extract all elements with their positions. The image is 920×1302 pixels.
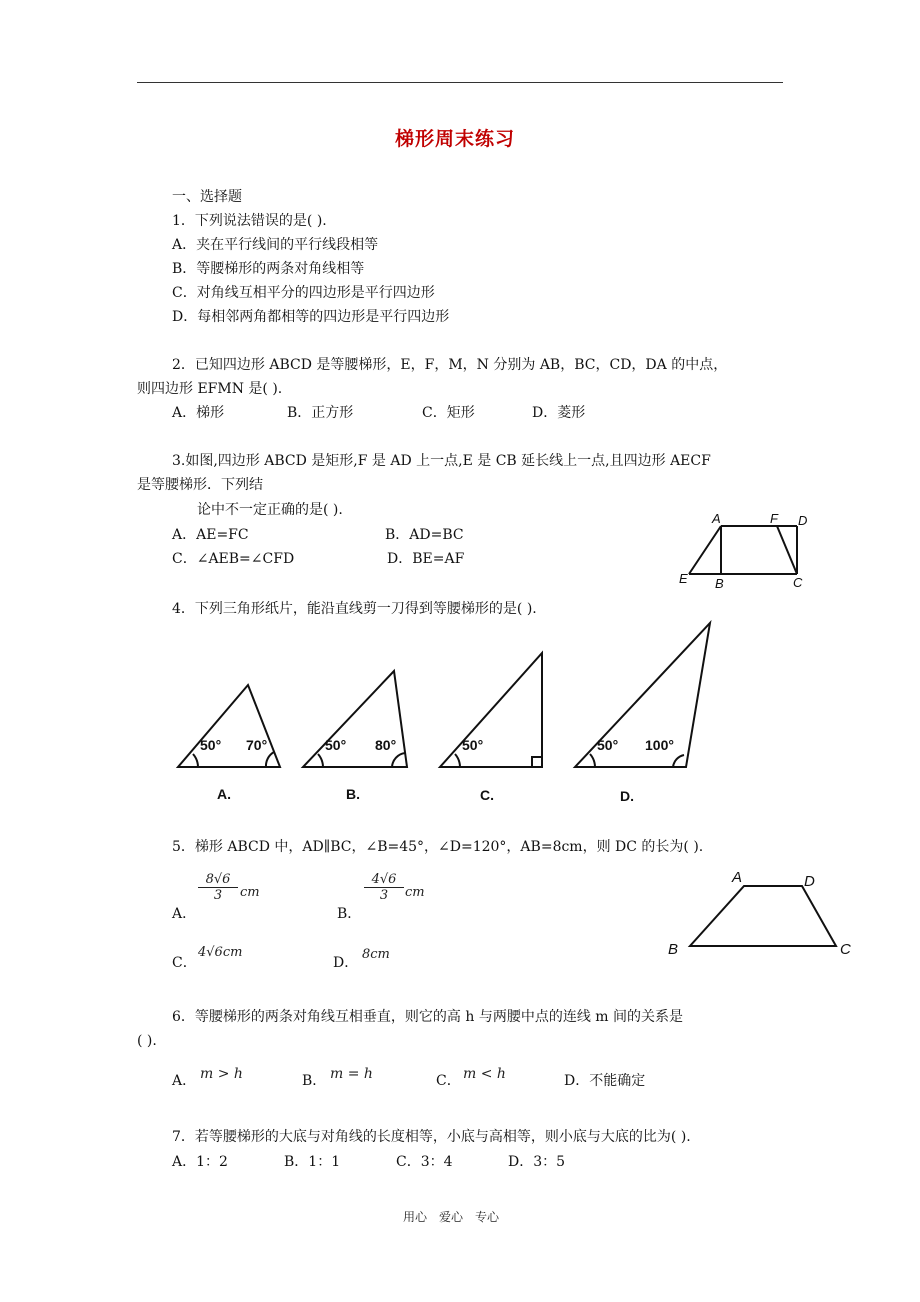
q4-arc-a2 <box>266 752 274 767</box>
q1-option-b: B．等腰梯形的两条对角线相等 <box>172 261 365 277</box>
q3-stem-line1: 3.如图,四边形 ABCD 是矩形,F 是 AD 上一点,E 是 CB 延长线上一点,且四边形 AECF <box>172 453 711 469</box>
q7-option-b: B．1：1 <box>284 1154 341 1170</box>
q3-stem-line2: 是等腰梯形．下列结 <box>137 477 263 493</box>
q4-d-angle1: 50° <box>597 737 619 753</box>
q3-label-c: C <box>793 575 803 590</box>
q3-label-d: D <box>798 513 808 528</box>
q3-edge-fc <box>777 526 797 574</box>
q6-option-a-label: A． <box>172 1073 197 1089</box>
q4-c-angle1: 50° <box>462 737 484 753</box>
q4-arc-c1 <box>455 754 460 767</box>
q6-option-a-expr: m > h <box>200 1066 243 1082</box>
q5-option-a-label: A． <box>172 906 197 922</box>
q5-a-unit: cm <box>240 885 260 900</box>
q3-option-c: C．∠AEB=∠CFD <box>172 551 295 567</box>
q7-option-c: C．3：4 <box>396 1154 453 1170</box>
page-title: 梯形周末练习 <box>395 128 516 150</box>
q3-option-b: B．AD=BC <box>385 527 464 543</box>
q3-edge-ae <box>689 526 721 574</box>
q2-stem-line1: 2．已知四边形 ABCD 是等腰梯形，E，F，M，N 分别为 AB，BC，CD，DA 的中点， <box>172 357 728 373</box>
q3-option-a: A．AE=FC <box>172 527 249 543</box>
q4-a-angle2: 70° <box>246 737 268 753</box>
q5-stem: 5．梯形 ABCD 中，AD∥BC，∠B=45°，∠D=120°，AB=8cm，则 DC 的长为( ). <box>172 839 704 855</box>
q4-label-a: A. <box>217 786 231 802</box>
q5-b-unit: cm <box>405 885 425 900</box>
q5-trapezoid <box>690 886 836 946</box>
q4-arc-b2 <box>392 753 405 767</box>
q5-a-denominator: 3 <box>198 887 238 903</box>
q4-right-angle-c <box>532 757 542 767</box>
q3-label-e: E <box>679 571 688 586</box>
q3-stem-line3: 论中不一定正确的是( ). <box>197 502 343 518</box>
q2-option-c: C．矩形 <box>422 405 475 421</box>
q4-b-angle1: 50° <box>325 737 347 753</box>
q3-label-b: B <box>715 576 724 591</box>
q6-option-b-expr: m = h <box>330 1066 373 1082</box>
q5-label-a: A <box>732 869 743 886</box>
q5-label-c: C <box>840 941 851 958</box>
q5-option-c-value: 4√6cm <box>198 945 243 960</box>
q4-arc-d2 <box>673 755 684 767</box>
q1-option-a: A．夹在平行线间的平行线段相等 <box>172 237 379 253</box>
q6-option-c-label: C． <box>436 1073 461 1089</box>
q7-option-a: A．1：2 <box>172 1154 228 1170</box>
q5-option-b-label: B． <box>337 906 362 922</box>
q1-stem: 1．下列说法错误的是( ). <box>172 213 327 229</box>
q1-option-d: D．每相邻两角都相等的四边形是平行四边形 <box>172 309 450 325</box>
q1-option-c: C．对角线互相平分的四边形是平行四边形 <box>172 285 435 301</box>
q4-triangle-d <box>575 623 710 767</box>
q6-option-c-expr: m < h <box>463 1066 506 1082</box>
q5-option-d-label: D． <box>333 955 359 971</box>
q3-label-a: A <box>712 511 721 526</box>
q4-b-angle2: 80° <box>375 737 397 753</box>
q3-label-f: F <box>770 511 778 526</box>
q4-label-d: D. <box>620 788 634 804</box>
q4-a-angle1: 50° <box>200 737 222 753</box>
q3-figure <box>675 508 815 593</box>
q2-option-b: B．正方形 <box>287 405 354 421</box>
header-rule <box>137 82 783 83</box>
q5-label-d: D <box>804 873 815 890</box>
q5-option-a-fraction <box>198 872 238 903</box>
q4-d-angle2: 100° <box>645 737 674 753</box>
q4-triangle-c <box>440 653 542 767</box>
q5-figure <box>662 866 860 961</box>
q4-figures <box>170 615 730 810</box>
q4-arc-a1 <box>193 754 198 767</box>
q6-stem-line2: ( ). <box>137 1033 157 1049</box>
q5-option-c-label: C． <box>172 955 197 971</box>
q3-option-d: D．BE=AF <box>387 551 465 567</box>
q2-option-d: D．菱形 <box>532 405 586 421</box>
q4-label-c: C. <box>480 787 494 803</box>
q4-arc-d1 <box>590 754 595 767</box>
q7-stem: 7．若等腰梯形的大底与对角线的长度相等，小底与高相等，则小底与大底的比为( ). <box>172 1129 691 1145</box>
q6-option-d: D．不能确定 <box>564 1073 646 1089</box>
q6-option-b-label: B． <box>302 1073 327 1089</box>
q5-b-denominator: 3 <box>364 887 404 903</box>
section-heading: 一、选择题 <box>172 189 242 205</box>
q5-a-numerator: 8√6 <box>205 872 231 887</box>
q6-stem-line1: 6．等腰梯形的两条对角线互相垂直，则它的高 h 与两腰中点的连线 m 间的关系是 <box>172 1009 683 1025</box>
page-footer: 用心 爱心 专心 <box>403 1210 500 1224</box>
q5-label-b: B <box>668 941 679 958</box>
q4-stem: 4．下列三角形纸片，能沿直线剪一刀得到等腰梯形的是( ). <box>172 601 537 617</box>
q2-option-a: A．梯形 <box>172 405 225 421</box>
q4-arc-b1 <box>318 754 323 767</box>
q5-b-numerator: 4√6 <box>371 872 397 887</box>
q4-label-b: B. <box>346 786 360 802</box>
q5-option-d-value: 8cm <box>362 947 390 962</box>
q2-stem-line2: 则四边形 EFMN 是( ). <box>137 381 283 397</box>
q5-option-b-fraction <box>364 872 404 903</box>
q7-option-d: D．3：5 <box>508 1154 566 1170</box>
